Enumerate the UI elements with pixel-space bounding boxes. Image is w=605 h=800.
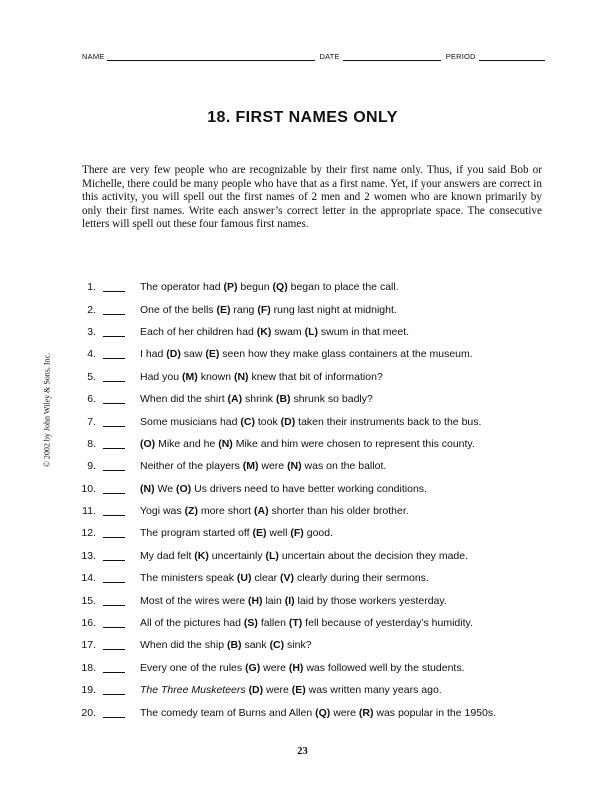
item-sentence [140,550,468,562]
sentence-text: Every one of the rules [140,661,246,674]
choice-letter: (L) [265,549,279,562]
exercise-item [70,612,550,634]
sentence-text: The Three Musketeers [140,684,246,697]
item-sentence [140,684,442,696]
sentence-text: Had you [140,370,183,383]
choice-letter: (N) [140,482,155,495]
answer-blank[interactable] [103,394,125,404]
choice-letter: (E) [252,527,267,540]
sentence-text: laid by those workers yesterday. [294,594,447,607]
choice-letter: (D) [166,348,181,361]
exercise-item [70,701,550,723]
sentence-text: clear [251,572,281,585]
item-number: 9. [87,460,96,473]
item-sentence [140,572,429,584]
choice-letter: (F) [290,527,304,540]
answer-blank[interactable] [103,327,125,337]
exercise-item [70,410,550,432]
choice-letter: (A) [227,393,243,406]
sentence-text: rang [230,303,258,316]
item-number: 2. [87,303,96,316]
exercise-item [70,567,550,589]
sentence-text: were [263,684,292,697]
sentence-text: was on the ballot. [301,460,387,473]
answer-blank[interactable] [103,528,125,538]
answer-blank[interactable] [103,708,125,718]
item-number: 8. [87,437,96,450]
choice-letter: (E) [291,684,306,697]
sentence-text: good. [303,527,334,540]
exercise-item [70,366,550,388]
sentence-text: were [258,460,288,473]
item-number: 4. [87,348,96,361]
item-number: 6. [87,393,96,406]
answer-blank[interactable] [103,663,125,673]
choice-letter: (L) [304,325,319,338]
choice-letter: (M) [242,460,259,473]
choice-letter: (I) [284,594,295,607]
sentence-text: was popular in the 1950s. [373,706,497,719]
sentence-text: were [330,706,359,719]
page-number: 23 [297,746,308,757]
item-number: 11. [82,505,96,518]
sentence-text: My dad felt [140,549,195,562]
answer-blank[interactable] [103,596,125,606]
exercise-item [70,545,550,567]
sentence-text: knew that bit of information? [248,370,383,383]
sentence-text: more short [197,505,255,518]
answer-blank[interactable] [103,506,125,516]
choice-letter: (C) [269,639,285,652]
exercise-list [70,276,550,724]
sentence-text: The program started off [140,527,253,540]
choice-letter: (S) [243,617,258,630]
item-sentence [140,639,312,651]
sentence-text: The ministers speak [140,572,237,585]
item-sentence [140,326,409,338]
choice-letter: (H) [288,661,304,674]
exercise-item [70,657,550,679]
item-sentence [140,393,373,405]
exercise-item [70,589,550,611]
item-sentence [140,460,386,472]
sentence-text: shorter than his older brother. [268,505,409,518]
item-number: 15. [81,594,96,607]
sentence-text: sink? [284,639,312,652]
exercise-item [70,433,550,455]
answer-blank[interactable] [103,573,125,583]
item-sentence [140,662,465,674]
sentence-text: clearly during their sermons. [294,572,429,585]
choice-letter: (E) [205,348,220,361]
sentence-text: I had [140,348,167,361]
sentence-text: uncertain about the decision they made. [278,549,469,562]
item-number: 3. [87,325,96,338]
sentence-text: When did the ship [140,639,227,652]
exercise-item [70,298,550,320]
item-number: 10. [81,482,96,495]
sentence-text: uncertainly [208,549,266,562]
answer-blank[interactable] [103,461,125,471]
exercise-item [70,276,550,298]
answer-blank[interactable] [103,282,125,292]
choice-letter: (K) [256,325,272,338]
sentence-text: begun [237,281,273,294]
choice-letter: (H) [247,594,263,607]
choice-letter: (G) [245,661,261,674]
sentence-text: began to place the call. [287,281,399,294]
choice-letter: (B) [226,639,242,652]
sentence-text: shrink [242,393,276,406]
item-sentence [140,416,481,428]
sentence-text: fallen [257,617,289,630]
sentence-text: Most of the wires were [140,594,248,607]
sentence-text: fell because of yesterday’s humidity. [302,617,473,630]
sentence-text: We [154,482,176,495]
sentence-text: shrunk so badly? [290,393,373,406]
answer-blank[interactable] [103,349,125,359]
sentence-text: were [260,661,289,674]
copyright-notice: © 2002 by John Wiley & Sons, Inc. [42,352,52,468]
sentence-text: Mike and he [155,437,219,450]
choice-letter: (P) [223,281,238,294]
exercise-item [70,634,550,656]
page-title: 18. FIRST NAMES ONLY [207,109,398,126]
item-number: 13. [81,549,96,562]
sentence-text: One of the bells [140,303,217,316]
item-sentence [140,483,427,495]
choice-letter: (V) [280,572,295,585]
exercise-item [70,455,550,477]
sentence-text: was followed well by the students. [303,661,465,674]
item-sentence [140,505,409,517]
choice-letter: (C) [240,415,255,428]
exercise-item [70,500,550,522]
choice-letter: (D) [280,415,296,428]
sentence-text: Some musicians had [140,415,241,428]
sentence-text: sank [241,639,270,652]
period-blank[interactable] [479,54,545,61]
choice-letter: (F) [257,303,271,316]
sentence-text: seen how they make glass containers at the museum. [219,348,473,361]
sentence-text: known [197,370,234,383]
choice-letter: (A) [254,505,269,518]
sentence-text: Each of her children had [140,325,257,338]
exercise-item [70,321,550,343]
item-sentence [140,304,397,316]
item-number: 5. [87,370,96,383]
sentence-text: well [266,527,291,540]
choice-letter: (Q) [272,281,288,294]
name-label: NAME [82,52,105,61]
sentence-text: Us drivers need to have better working conditions. [191,482,427,495]
choice-letter: (D) [248,684,264,697]
choice-letter: (N) [233,370,249,383]
choice-letter: (T) [288,617,303,630]
exercise-item [70,522,550,544]
item-number: 19. [81,684,96,697]
item-sentence [140,595,447,607]
item-number: 16. [81,617,96,630]
exercise-item [70,343,550,365]
item-number: 12. [81,527,96,540]
answer-blank[interactable] [103,484,125,494]
item-sentence [140,348,473,360]
choice-letter: (M) [182,370,198,383]
item-number: 14. [81,572,96,585]
item-sentence [140,617,473,629]
item-number: 20. [81,706,96,719]
name-blank[interactable] [107,54,315,61]
choice-letter: (O) [175,482,192,495]
sentence-text: was written many years ago. [305,684,442,697]
answer-blank[interactable] [103,372,125,382]
sentence-text: swam [271,325,305,338]
answer-blank[interactable] [103,551,125,561]
answer-blank[interactable] [103,439,125,449]
sentence-text: The comedy team of Burns and Allen [140,706,316,719]
item-sentence [140,371,383,383]
sentence-text: swum in that meet. [318,325,410,338]
item-sentence [140,281,399,293]
sentence-text: taken their instruments back to the bus. [295,415,482,428]
sentence-text: The operator had [140,281,224,294]
date-blank[interactable] [343,54,441,61]
answer-blank[interactable] [103,640,125,650]
item-sentence [140,707,496,719]
item-number: 1. [87,281,96,294]
choice-letter: (B) [275,393,291,406]
item-number: 17. [81,639,96,652]
choice-letter: (O) [140,437,156,450]
answer-blank[interactable] [103,305,125,315]
instructions-paragraph: There are very few people who are recognizable by their first name only. Thus, if you said Bob or Michelle, there could be many people who have that as a first name. Yet, if your answers are correct in this activity, you will spell out the first names of 2 men and 2 women who are known primarily by only their first names. Write each answer’s correct letter in the appropriate space. The consecutive letters will spell out these four famous first names. [82,164,542,230]
answer-blank[interactable] [103,685,125,695]
choice-letter: (R) [358,706,374,719]
choice-letter: (E) [216,303,231,316]
student-info-header [82,52,548,61]
sentence-text: Mike and him were chosen to represent this county. [232,437,475,450]
exercise-item [70,478,550,500]
choice-letter: (K) [194,549,209,562]
period-label: PERIOD [445,52,476,61]
item-sentence [140,527,333,539]
date-label: DATE [319,52,340,61]
sentence-text: saw [180,348,206,361]
sentence-text: took [254,415,281,428]
item-number: 18. [81,661,96,674]
answer-blank[interactable] [103,618,125,628]
item-number: 7. [87,415,96,428]
sentence-text: When did the shirt [140,393,228,406]
item-sentence [140,438,475,450]
sentence-text: rung last night at midnight. [270,303,397,316]
exercise-item [70,388,550,410]
exercise-item [70,679,550,701]
choice-letter: (N) [287,460,302,473]
sentence-text: Yogi was [140,505,185,518]
choice-letter: (Q) [315,706,331,719]
choice-letter: (U) [236,572,252,585]
choice-letter: (Z) [184,505,198,518]
sentence-text: lain [262,594,285,607]
sentence-text: All of the pictures had [140,617,244,630]
answer-blank[interactable] [103,417,125,427]
sentence-text: Neither of the players [140,460,243,473]
choice-letter: (N) [218,437,233,450]
